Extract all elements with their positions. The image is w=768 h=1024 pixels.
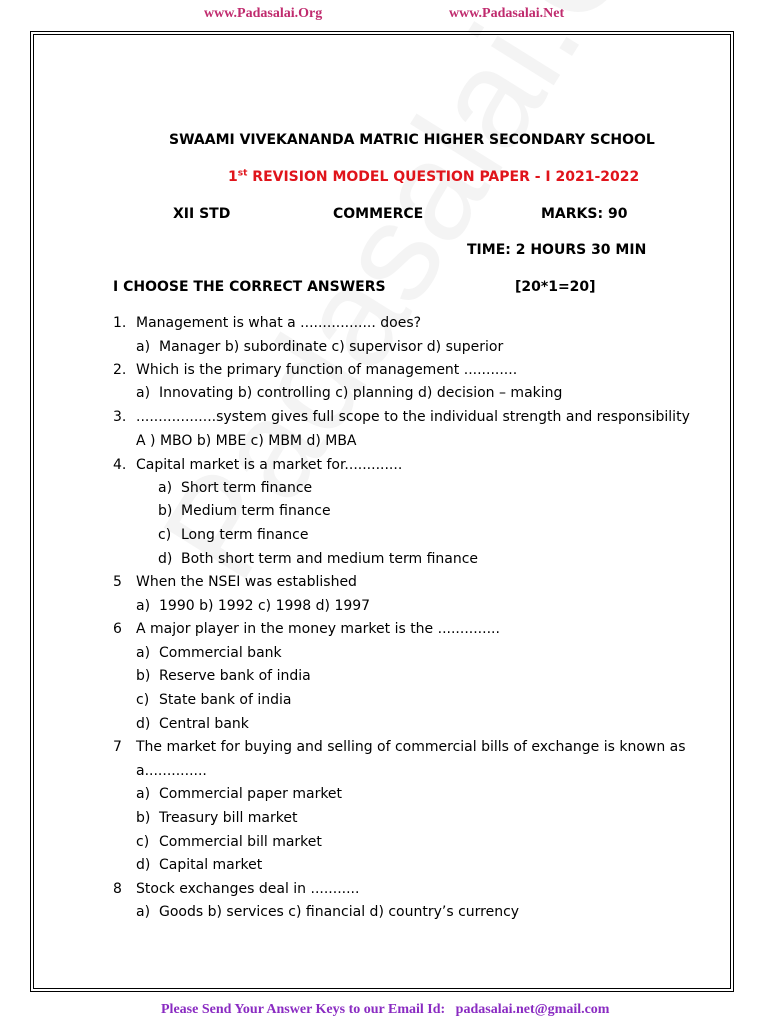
question-number: 8: [113, 881, 122, 897]
option-label: b): [136, 810, 151, 826]
paper-ordinal-suffix: st: [237, 168, 248, 179]
option-text: State bank of india: [159, 692, 292, 708]
question-text-continued: a..............: [136, 763, 207, 779]
option-label: d): [136, 716, 151, 732]
footer-note: [161, 1002, 609, 1018]
option-label: a): [136, 598, 151, 614]
question-number: 5: [113, 574, 122, 590]
time-label: TIME: 2 HOURS 30 MIN: [467, 242, 647, 258]
option-label: c): [136, 692, 150, 708]
option-text: Capital market: [159, 857, 263, 873]
question-number: 6: [113, 621, 122, 637]
section-title: I CHOOSE THE CORRECT ANSWERS: [113, 279, 386, 295]
option-label: a): [136, 339, 151, 355]
option-text: Long term finance: [181, 527, 309, 543]
option-text: Innovating b) controlling c) planning d) decision – making: [159, 385, 563, 401]
option-label: d): [136, 857, 151, 873]
question-number: 7: [113, 739, 122, 755]
question-text: Management is what a ................. does?: [136, 315, 422, 331]
section-marks: [20*1=20]: [515, 279, 596, 295]
question-number: 2.: [113, 362, 127, 378]
question-text: A major player in the money market is the ..............: [136, 621, 500, 637]
question-text: ..................system gives full scope to the individual strength and responsibility: [136, 409, 690, 425]
option-label: c): [158, 527, 172, 543]
option-label: a): [136, 385, 151, 401]
option-text: Goods b) services c) financial d) country’s currency: [159, 904, 520, 920]
marks-label: MARKS: 90: [541, 206, 628, 222]
option-label: b): [158, 503, 173, 519]
option-text: 1990 b) 1992 c) 1998 d) 1997: [159, 598, 371, 614]
header-link-padasalai-net[interactable]: www.Padasalai.Net: [449, 6, 565, 21]
option-text: Treasury bill market: [159, 810, 298, 826]
std-label: XII STD: [173, 206, 231, 222]
option-text: Manager b) subordinate c) supervisor d) superior: [159, 339, 504, 355]
option-label: d): [158, 551, 173, 567]
option-label: c): [136, 834, 150, 850]
option-text: Commercial bank: [159, 645, 282, 661]
footer-prompt: Please Send Your Answer Keys to our Email Id:: [161, 1002, 446, 1017]
question-number: 4.: [113, 457, 127, 473]
footer-email-link[interactable]: padasalai.net@gmail.com: [455, 1002, 610, 1017]
option-text: Commercial paper market: [159, 786, 343, 802]
paper-ordinal: 1: [228, 169, 238, 185]
option-label: a): [158, 480, 173, 496]
paper-title: [228, 168, 639, 186]
option-text: Central bank: [159, 716, 249, 732]
option-label: b): [136, 668, 151, 684]
option-label: a): [136, 645, 151, 661]
option-text: Short term finance: [181, 480, 313, 496]
question-number: 3.: [113, 409, 127, 425]
option-text: Commercial bill market: [159, 834, 322, 850]
question-number: 1.: [113, 315, 127, 331]
question-text: Stock exchanges deal in ...........: [136, 881, 360, 897]
question-text: Capital market is a market for.............: [136, 457, 403, 473]
option-text: Reserve bank of india: [159, 668, 311, 684]
option-label: a): [136, 786, 151, 802]
school-name: SWAAMI VIVEKANANDA MATRIC HIGHER SECONDARY SCHOOL: [169, 132, 655, 148]
option-text: Both short term and medium term finance: [181, 551, 479, 567]
question-text: The market for buying and selling of commercial bills of exchange is known as: [136, 739, 686, 755]
paper-title-text: REVISION MODEL QUESTION PAPER - I 2021-2022: [247, 169, 640, 185]
option-label: a): [136, 904, 151, 920]
subject-label: COMMERCE: [333, 206, 424, 222]
question-text: When the NSEI was established: [136, 574, 357, 590]
option-text: A ) MBO b) MBE c) MBM d) MBA: [136, 433, 357, 449]
question-text: Which is the primary function of management ............: [136, 362, 518, 378]
option-text: Medium term finance: [181, 503, 331, 519]
header-link-padasalai-org[interactable]: www.Padasalai.Org: [204, 6, 323, 21]
